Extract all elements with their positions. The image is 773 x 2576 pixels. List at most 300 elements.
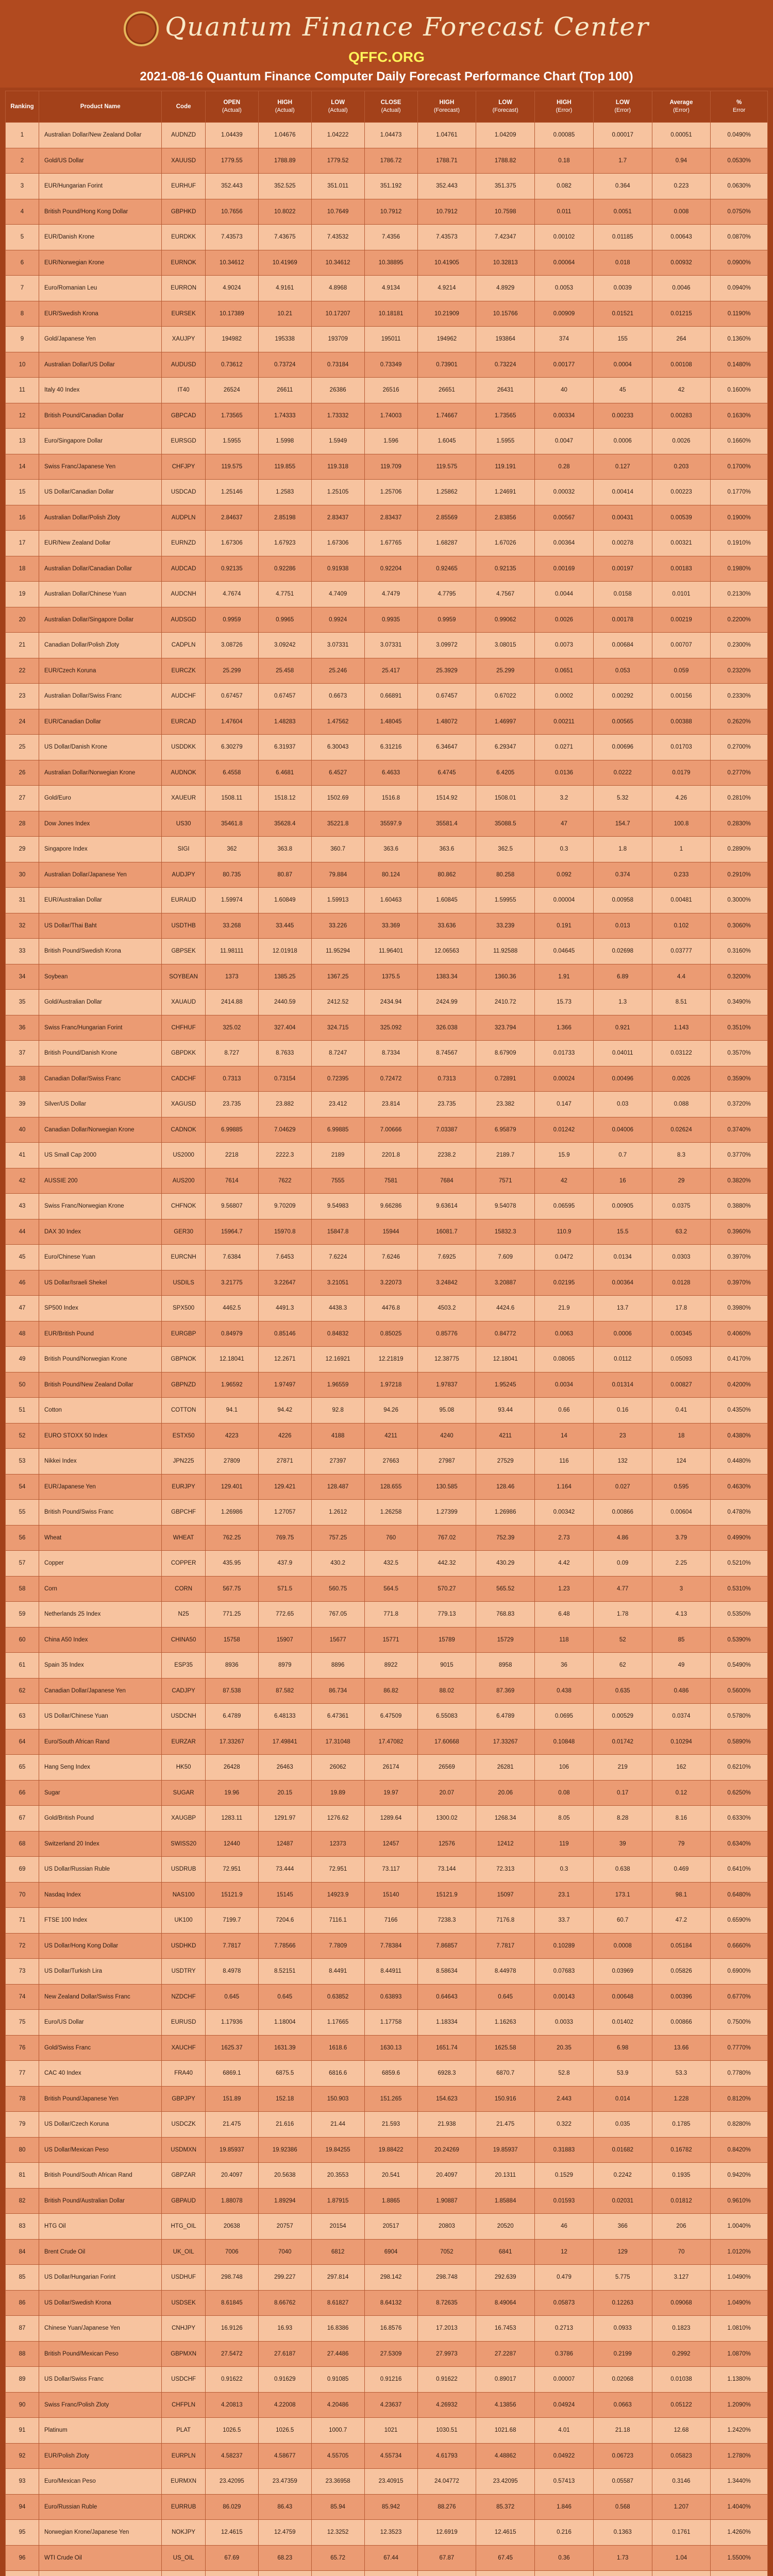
- cell-high-actual: 8.66762: [258, 2290, 311, 2316]
- cell-product-name: Swiss Franc/Hungarian Forint: [39, 1015, 162, 1041]
- cell-low-actual: 1.25105: [311, 480, 364, 505]
- cell-code: XAUUSD: [162, 148, 206, 174]
- cell-ranking: 80: [6, 2137, 39, 2163]
- cell-code: AUDNZD: [162, 123, 206, 148]
- cell-percent-error: 0.5310%: [711, 1576, 768, 1602]
- cell-high-error: 20.35: [535, 2035, 594, 2061]
- cell-high-error: 0.0073: [535, 633, 594, 658]
- table-row: [6, 1882, 768, 1908]
- cell-high-error: 0.0034: [535, 1372, 594, 1398]
- cell-code: GBPAUD: [162, 2188, 206, 2214]
- cell-percent-error: 0.8120%: [711, 2086, 768, 2112]
- cell-open-actual: 9.56807: [205, 1194, 258, 1219]
- column-header-average-error: [652, 91, 711, 123]
- cell-low-forecast: 1.67026: [476, 531, 535, 556]
- cell-percent-error: 0.3200%: [711, 964, 768, 990]
- cell-open-actual: 80.735: [205, 862, 258, 888]
- cell-open-actual: 1.67306: [205, 531, 258, 556]
- cell-code: EURAUD: [162, 888, 206, 913]
- cell-product-name: EUR/New Zealand Dollar: [39, 531, 162, 556]
- cell-high-forecast: 130.585: [417, 1474, 476, 1500]
- cell-low-forecast: [476, 2571, 535, 2576]
- cell-ranking: 12: [6, 403, 39, 429]
- cell-code: EURGBP: [162, 1321, 206, 1347]
- cell-low-forecast: 2189.7: [476, 1143, 535, 1168]
- cell-product-name: Swiss Franc/Japanese Yen: [39, 454, 162, 480]
- cell-open-actual: 1779.55: [205, 148, 258, 174]
- cell-code: XAUCHF: [162, 2035, 206, 2061]
- cell-open-actual: 19.96: [205, 1780, 258, 1806]
- cell-low-actual: 1.47562: [311, 709, 364, 735]
- cell-open-actual: 298.748: [205, 2265, 258, 2291]
- cell-product-name: British Pound/Mexican Peso: [39, 2341, 162, 2367]
- cell-product-name: Australian Dollar/US Dollar: [39, 352, 162, 378]
- cell-high-error: 0.00567: [535, 505, 594, 531]
- table-row: [6, 1857, 768, 1883]
- cell-ranking: 74: [6, 1984, 39, 2010]
- cell-high-forecast: 15789: [417, 1627, 476, 1653]
- cell-high-forecast: 1030.51: [417, 2418, 476, 2444]
- site-name[interactable]: QFFC.ORG: [348, 49, 425, 65]
- cell-open-actual: 1.17936: [205, 2010, 258, 2036]
- cell-high-error: 0.0033: [535, 2010, 594, 2036]
- cell-product-name: US Dollar/Swiss Franc: [39, 2367, 162, 2393]
- cell-high-actual: 1.89294: [258, 2188, 311, 2214]
- cell-low-actual: 193709: [311, 327, 364, 352]
- cell-product-name: Canadian Dollar/Japanese Yen: [39, 1678, 162, 1704]
- cell-product-name: Australian Dollar/New Zealand Dollar: [39, 123, 162, 148]
- cell-high-forecast: 1.97837: [417, 1372, 476, 1398]
- cell-close-actual: 0.91216: [364, 2367, 417, 2393]
- column-header-code: [162, 91, 206, 123]
- performance-table: [5, 91, 768, 2576]
- cell-code: EURDKK: [162, 225, 206, 250]
- cell-close-actual: 4.23637: [364, 2392, 417, 2418]
- cell-high-error: 0.07683: [535, 1959, 594, 1985]
- cell-ranking: 8: [6, 301, 39, 327]
- table-row: [6, 2290, 768, 2316]
- cell-ranking: 85: [6, 2265, 39, 2291]
- cell-average-error: 1: [652, 837, 711, 862]
- cell-high-error: 0.00334: [535, 403, 594, 429]
- cell-low-forecast: 0.67022: [476, 684, 535, 709]
- cell-close-actual: 325.092: [364, 1015, 417, 1041]
- cell-product-name: EUR/Canadian Dollar: [39, 709, 162, 735]
- cell-high-forecast: 1514.92: [417, 786, 476, 811]
- cell-close-actual: 80.124: [364, 862, 417, 888]
- cell-product-name: EUR/Danish Krone: [39, 225, 162, 250]
- cell-code: CADJPY: [162, 1678, 206, 1704]
- cell-high-actual: 769.75: [258, 1525, 311, 1551]
- cell-low-actual: 8.61827: [311, 2290, 364, 2316]
- cell-high-error: 52.8: [535, 2061, 594, 2087]
- table-body: [6, 123, 768, 2576]
- table-row: [6, 1831, 768, 1857]
- cell-ranking: 26: [6, 760, 39, 786]
- cell-close-actual: 67.44: [364, 2545, 417, 2571]
- cell-low-actual: 1.73332: [311, 403, 364, 429]
- cell-open-actual: 26524: [205, 378, 258, 403]
- table-row: [6, 1117, 768, 1143]
- cell-high-forecast: 194962: [417, 327, 476, 352]
- cell-average-error: 85: [652, 1627, 711, 1653]
- cell-low-actual: 4438.3: [311, 1296, 364, 1321]
- cell-ranking: 68: [6, 1831, 39, 1857]
- cell-product-name: Brent Crude Oil: [39, 2239, 162, 2265]
- cell-high-error: 0.00364: [535, 531, 594, 556]
- cell-low-error: 6.89: [593, 964, 652, 990]
- cell-percent-error: 0.5350%: [711, 1602, 768, 1628]
- cell-high-forecast: 88.02: [417, 1678, 476, 1704]
- cell-code: COTTON: [162, 1398, 206, 1423]
- cell-product-name: Chinese Yuan/Japanese Yen: [39, 2316, 162, 2342]
- cell-low-actual: 8.4491: [311, 1959, 364, 1985]
- cell-low-actual: 0.9924: [311, 607, 364, 633]
- cell-high-error: 119: [535, 1831, 594, 1857]
- cell-low-error: 0.127: [593, 454, 652, 480]
- cell-code: CNHJPY: [162, 2316, 206, 2342]
- cell-high-forecast: 0.9959: [417, 607, 476, 633]
- cell-ranking: 89: [6, 2367, 39, 2393]
- cell-product-name: Euro/South African Rand: [39, 1729, 162, 1755]
- cell-open-actual: 325.02: [205, 1015, 258, 1041]
- column-header-open-actual: [205, 91, 258, 123]
- cell-product-name: SP500 Index: [39, 1296, 162, 1321]
- cell-percent-error: 0.4170%: [711, 1347, 768, 1372]
- column-header-ranking: [6, 91, 39, 123]
- table-row: [6, 862, 768, 888]
- cell-high-actual: 26463: [258, 1755, 311, 1781]
- cell-high-actual: 20.5638: [258, 2163, 311, 2189]
- table-row: [6, 1780, 768, 1806]
- cell-product-name: Swiss Franc/Polish Zloty: [39, 2392, 162, 2418]
- cell-close-actual: 3.22073: [364, 1270, 417, 1296]
- cell-low-forecast: 6841: [476, 2239, 535, 2265]
- cell-low-forecast: 8.44978: [476, 1959, 535, 1985]
- cell-close-actual: 1.25706: [364, 480, 417, 505]
- cell-open-actual: 1.25146: [205, 480, 258, 505]
- table-row: [6, 2443, 768, 2469]
- cell-high-forecast: 1.25862: [417, 480, 476, 505]
- table-row: [6, 2163, 768, 2189]
- cell-low-error: 0.635: [593, 1678, 652, 1704]
- cell-product-name: Cotton: [39, 1398, 162, 1423]
- cell-low-actual: 7.43532: [311, 225, 364, 250]
- cell-low-error: 0.01742: [593, 1729, 652, 1755]
- cell-percent-error: 0.4200%: [711, 1372, 768, 1398]
- cell-percent-error: 0.0490%: [711, 123, 768, 148]
- table-row: [6, 1525, 768, 1551]
- cell-ranking: 51: [6, 1398, 39, 1423]
- cell-percent-error: 0.8420%: [711, 2137, 768, 2163]
- cell-average-error: 0.595: [652, 1474, 711, 1500]
- cell-average-error: 1.228: [652, 2086, 711, 2112]
- cell-high-error: 36: [535, 1653, 594, 1679]
- table-row: [6, 250, 768, 276]
- cell-open-actual: 119.575: [205, 454, 258, 480]
- cell-close-actual: 33.369: [364, 913, 417, 939]
- cell-percent-error: 0.3970%: [711, 1245, 768, 1270]
- cell-low-actual: 19.84255: [311, 2137, 364, 2163]
- cell-low-actual: 1.67306: [311, 531, 364, 556]
- cell-percent-error: 0.3490%: [711, 990, 768, 1015]
- cell-percent-error: 0.6250%: [711, 1780, 768, 1806]
- cell-low-forecast: 1.46997: [476, 709, 535, 735]
- cell-code: NZDCHF: [162, 1984, 206, 2010]
- cell-low-error: 0.01314: [593, 1372, 652, 1398]
- cell-low-error: 0.00905: [593, 1194, 652, 1219]
- cell-percent-error: 0.0630%: [711, 174, 768, 199]
- table-row: [6, 174, 768, 199]
- cell-close-actual: 351.192: [364, 174, 417, 199]
- table-row: [6, 658, 768, 684]
- cell-close-actual: 4.9134: [364, 276, 417, 301]
- cell-average-error: 0.00156: [652, 684, 711, 709]
- cell-ranking: 35: [6, 990, 39, 1015]
- cell-average-error: 42: [652, 378, 711, 403]
- cell-high-error: 15.9: [535, 1143, 594, 1168]
- cell-low-error: 0.00431: [593, 505, 652, 531]
- cell-low-error: 0.00178: [593, 607, 652, 633]
- cell-code: USDILS: [162, 1270, 206, 1296]
- cell-percent-error: 0.3960%: [711, 1219, 768, 1245]
- cell-product-name: British Pound/Japanese Yen: [39, 2086, 162, 2112]
- cell-open-actual: 16.9126: [205, 2316, 258, 2342]
- cell-code: ESTX50: [162, 1423, 206, 1449]
- cell-product-name: British Pound/Swedish Krona: [39, 939, 162, 964]
- cell-low-actual: 15677: [311, 1627, 364, 1653]
- cell-high-error: 0.00169: [535, 556, 594, 582]
- cell-close-actual: 10.38895: [364, 250, 417, 276]
- cell-high-actual: 1.27057: [258, 1500, 311, 1526]
- cell-high-forecast: 17.60668: [417, 1729, 476, 1755]
- table-row: [6, 735, 768, 760]
- cell-low-error: 23: [593, 1423, 652, 1449]
- table-row: [6, 2494, 768, 2520]
- cell-low-actual: 11.95294: [311, 939, 364, 964]
- cell-open-actual: 10.34612: [205, 250, 258, 276]
- table-row: [6, 352, 768, 378]
- cell-high-forecast: 4240: [417, 1423, 476, 1449]
- cell-percent-error: 0.7780%: [711, 2061, 768, 2087]
- cell-low-forecast: 752.39: [476, 1525, 535, 1551]
- cell-high-actual: 7.04629: [258, 1117, 311, 1143]
- cell-low-actual: 0.6673: [311, 684, 364, 709]
- cell-high-error: 0.00085: [535, 123, 594, 148]
- cell-open-actual: 1026.5: [205, 2418, 258, 2444]
- cell-high-actual: 1.18004: [258, 2010, 311, 2036]
- cell-high-actual: 1026.5: [258, 2418, 311, 2444]
- cell-low-actual: 1.5949: [311, 429, 364, 454]
- cell-low-forecast: 0.99062: [476, 607, 535, 633]
- cell-high-error: 0.01242: [535, 1117, 594, 1143]
- cell-average-error: 0.00283: [652, 403, 711, 429]
- cell-average-error: 0.00827: [652, 1372, 711, 1398]
- cell-close-actual: 11.96401: [364, 939, 417, 964]
- cell-product-name: Corn: [39, 1576, 162, 1602]
- cell-high-error: 0.1529: [535, 2163, 594, 2189]
- cell-close-actual: 298.142: [364, 2265, 417, 2291]
- column-header-label: Ranking: [10, 103, 34, 110]
- table-row: [6, 1194, 768, 1219]
- cell-low-forecast: 26431: [476, 378, 535, 403]
- cell-high-error: 0.02195: [535, 1270, 594, 1296]
- cell-high-error: 3.2: [535, 786, 594, 811]
- cell-product-name: Canadian Dollar/Polish Zloty: [39, 633, 162, 658]
- cell-open-actual: 11.98111: [205, 939, 258, 964]
- cell-high-actual: 20.15: [258, 1780, 311, 1806]
- cell-percent-error: 0.6900%: [711, 1959, 768, 1985]
- cell-high-error: 0.28: [535, 454, 594, 480]
- cell-open-actual: 26428: [205, 1755, 258, 1781]
- cell-open-actual: 21.475: [205, 2112, 258, 2138]
- cell-open-actual: 3.08726: [205, 633, 258, 658]
- cell-low-error: 0.0006: [593, 429, 652, 454]
- table-row: [6, 2239, 768, 2265]
- cell-ranking: 78: [6, 2086, 39, 2112]
- cell-low-actual: 1779.52: [311, 148, 364, 174]
- table-row: [6, 1755, 768, 1781]
- cell-high-forecast: 1383.34: [417, 964, 476, 990]
- cell-close-actual: 1786.72: [364, 148, 417, 174]
- cell-close-actual: 27.5309: [364, 2341, 417, 2367]
- cell-high-actual: 4.7751: [258, 582, 311, 607]
- cell-high-error: 0.2713: [535, 2316, 594, 2342]
- cell-high-actual: 1788.89: [258, 148, 311, 174]
- cell-low-actual: 1.17665: [311, 2010, 364, 2036]
- cell-average-error: 0.00539: [652, 505, 711, 531]
- cell-ranking: 61: [6, 1653, 39, 1679]
- cell-open-actual: 151.89: [205, 2086, 258, 2112]
- cell-low-forecast: 1.95245: [476, 1372, 535, 1398]
- cell-close-actual: 17.47082: [364, 1729, 417, 1755]
- cell-high-forecast: 363.6: [417, 837, 476, 862]
- cell-low-forecast: 25.299: [476, 658, 535, 684]
- cell-percent-error: 1.2090%: [711, 2392, 768, 2418]
- cell-low-error: 0.02031: [593, 2188, 652, 2214]
- cell-low-error: 1.7: [593, 148, 652, 174]
- cell-average-error: 0.00321: [652, 531, 711, 556]
- cell-ranking: 48: [6, 1321, 39, 1347]
- cell-ranking: 46: [6, 1270, 39, 1296]
- column-header-label: CLOSE: [380, 99, 401, 106]
- cell-code: FRA40: [162, 2061, 206, 2087]
- cell-high-error: 0.011: [535, 199, 594, 225]
- cell-low-error: 132: [593, 1449, 652, 1475]
- cell-low-forecast: 1360.36: [476, 964, 535, 990]
- column-header-label: Average: [669, 99, 693, 106]
- cell-high-forecast: 0.64643: [417, 1984, 476, 2010]
- cell-low-forecast: 1268.34: [476, 1806, 535, 1832]
- cell-high-error: 0.3786: [535, 2341, 594, 2367]
- cell-close-actual: 26174: [364, 1755, 417, 1781]
- cell-average-error: 0.0101: [652, 582, 711, 607]
- cell-open-actual: 27.5472: [205, 2341, 258, 2367]
- cell-close-actual: 6.31216: [364, 735, 417, 760]
- cell-average-error: 3: [652, 1576, 711, 1602]
- cell-open-actual: 94.1: [205, 1398, 258, 1423]
- cell-high-forecast: 20.07: [417, 1780, 476, 1806]
- column-header-label: LOW: [331, 99, 345, 106]
- cell-product-name: EUR/Czech Koruna: [39, 658, 162, 684]
- cell-low-error: 0.014: [593, 2086, 652, 2112]
- cell-open-actual: 1.59974: [205, 888, 258, 913]
- cell-product-name: British Pound/South African Rand: [39, 2163, 162, 2189]
- cell-code: USDDKK: [162, 735, 206, 760]
- cell-high-forecast: 0.7313: [417, 1066, 476, 1092]
- column-header-sublabel: (Forecast): [492, 107, 518, 113]
- cell-low-error: 0.00696: [593, 735, 652, 760]
- table-row: [6, 429, 768, 454]
- cell-average-error: 0.94: [652, 148, 711, 174]
- cell-average-error: 0.00707: [652, 633, 711, 658]
- cell-percent-error: 0.0900%: [711, 250, 768, 276]
- cell-open-actual: 771.25: [205, 1602, 258, 1628]
- cell-high-actual: 7.43675: [258, 225, 311, 250]
- table-row: [6, 2035, 768, 2061]
- cell-high-error: 0.0053: [535, 276, 594, 301]
- cell-open-actual: 2.84637: [205, 505, 258, 531]
- cell-low-forecast: 26281: [476, 1755, 535, 1781]
- cell-percent-error: 0.4380%: [711, 1423, 768, 1449]
- table-row: [6, 199, 768, 225]
- cell-code: GBPCAD: [162, 403, 206, 429]
- cell-code: USDTRY: [162, 1959, 206, 1985]
- cell-ranking: 64: [6, 1729, 39, 1755]
- cell-low-actual: 1.87915: [311, 2188, 364, 2214]
- cell-high-forecast: 95.08: [417, 1398, 476, 1423]
- cell-open-actual: 2414.88: [205, 990, 258, 1015]
- cell-open-actual: 0.92135: [205, 556, 258, 582]
- table-row: [6, 1959, 768, 1985]
- cell-low-actual: 6.30043: [311, 735, 364, 760]
- cell-high-actual: 12.2671: [258, 1347, 311, 1372]
- table-row: [6, 1500, 768, 1526]
- cell-code: AUDSGD: [162, 607, 206, 633]
- cell-average-error: 49: [652, 1653, 711, 1679]
- cell-low-error: 0.00565: [593, 709, 652, 735]
- cell-open-actual: 7.6384: [205, 1245, 258, 1270]
- cell-percent-error: 0.8280%: [711, 2112, 768, 2138]
- cell-low-error: 0.00278: [593, 531, 652, 556]
- cell-ranking: 33: [6, 939, 39, 964]
- cell-product-name: EUR/Polish Zloty: [39, 2443, 162, 2469]
- cell-open-actual: 1.73565: [205, 403, 258, 429]
- cell-high-forecast: 1300.02: [417, 1806, 476, 1832]
- cell-low-actual: 7555: [311, 1168, 364, 1194]
- cell-low-forecast: 8.49064: [476, 2290, 535, 2316]
- cell-ranking: 76: [6, 2035, 39, 2061]
- cell-average-error: 0.03777: [652, 939, 711, 964]
- cell-code: AUDUSD: [162, 352, 206, 378]
- cell-close-actual: 94.26: [364, 1398, 417, 1423]
- cell-low-error: 6.98: [593, 2035, 652, 2061]
- cell-open-actual: 35461.8: [205, 811, 258, 837]
- cell-high-forecast: 8.72635: [417, 2290, 476, 2316]
- cell-low-forecast: 12.18041: [476, 1347, 535, 1372]
- cell-low-forecast: 11.92588: [476, 939, 535, 964]
- cell-ranking: 93: [6, 2469, 39, 2495]
- cell-ranking: 95: [6, 2520, 39, 2546]
- cell-low-actual: 27397: [311, 1449, 364, 1475]
- cell-average-error: 0.01215: [652, 301, 711, 327]
- cell-low-actual: 1618.6: [311, 2035, 364, 2061]
- cell-open-actual: 15964.7: [205, 1219, 258, 1245]
- cell-product-name: US Dollar/Thai Baht: [39, 913, 162, 939]
- cell-average-error: 0.233: [652, 862, 711, 888]
- cell-code: CORN: [162, 1576, 206, 1602]
- table-row: [6, 2367, 768, 2393]
